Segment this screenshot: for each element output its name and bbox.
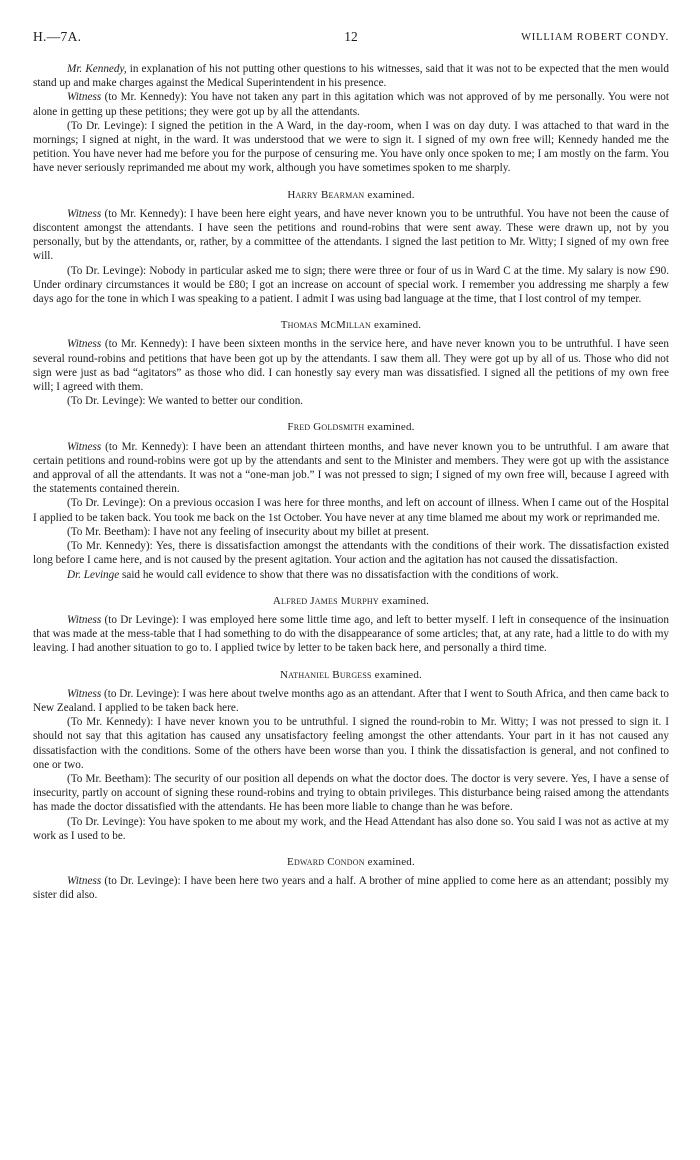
testimony-text: (to Mr. Kennedy): I have been an attendant thirteen months, and have never known you to be untruthful. I am aware that certain petitions and round-robins were got up by the attendants and sent to the Minister and members. They were got up with the assistance and approval of all the attendants. It was not a “one-man job.” I was not pressed to sign; I signed of my own free will, because I agreed with the statements contained therein. <box>33 440 669 496</box>
testimony-paragraph <box>33 539 669 567</box>
witness-header: WILLIAM ROBERT CONDY. <box>521 32 669 43</box>
speaker-label: Witness <box>67 338 102 351</box>
testimony-paragraph <box>33 62 669 90</box>
testimony-text: (to Mr. Kennedy): I have been here eight years, and have never known you to be untruthful. You have not been the cause of discontent amongst the attendants. I have seen the petitions and round-robins that were sent away. These were drawn up, not by you personally, but by the attendants, or, rather, by a committee of the attendants. I signed the last petition to Mr. Witty; I signed of my own free will. <box>33 207 669 263</box>
witness-name <box>287 856 365 868</box>
testimony-text: (To Mr. Beetham): I have not any feeling of insecurity about my billet at present. <box>67 525 430 538</box>
testimony-paragraph <box>33 394 669 408</box>
testimony-paragraph <box>33 772 669 815</box>
witness-heading <box>33 855 669 869</box>
witness-heading <box>33 188 669 202</box>
page-header <box>33 30 669 52</box>
testimony-paragraph <box>33 90 669 118</box>
witness-first-name: Nathaniel <box>280 668 330 681</box>
testimony-text: (to Dr Levinge): I was employed here some little time ago, and left to better myself. I left in consequence of the insinuation that was made at the mess-table that I had something to do with the disappearance of some articles; that, at any rate, had a little to do with my leaving. I had another situation to go to. I applied twice by letter to be taken back here, and personally a third time. <box>33 613 669 655</box>
examined-label: examined. <box>367 855 415 868</box>
witness-heading <box>33 668 669 682</box>
testimony-paragraph <box>33 715 669 772</box>
witness-last-name: Condon <box>327 855 365 868</box>
speaker-label: Witness <box>67 207 102 220</box>
testimony-text: (To Dr. Levinge): We wanted to better our condition. <box>67 395 304 408</box>
witness-last-name: Goldsmith <box>313 421 365 434</box>
testimony-text: (To Dr. Levinge): On a previous occasion I was here for three months, and left on account of illness. When I came out of the Hospital I applied to be taken back. You took me back on the 1st October. You have never at any time blamed me about my work or reprimanded me. <box>33 497 669 524</box>
witness-last-name: McMillan <box>320 319 371 332</box>
speaker-label: Witness <box>67 613 102 626</box>
testimony-paragraph <box>33 264 669 307</box>
witness-last-name: Bearman <box>321 188 365 201</box>
testimony-paragraph <box>33 815 669 843</box>
testimony-text: (To Mr. Beetham): The security of our position all depends on what the doctor does. The doctor is very severe. Yes, I have a sense of insecurity, partly on account of signing these round-robins and trying to obtain privileges. This disturbance being raised among the attendants has made the doctor dissatisfied with the attendants. He has been more liable to change than he was before. <box>33 772 669 814</box>
examined-label: examined. <box>373 319 422 332</box>
testimony-text: (to Mr. Kennedy): You have not taken any part in this agitation which was not approved of by me personally. You were not alone in getting up these petitions; they were got up by all the attendants. <box>33 91 669 118</box>
testimony-text: (to Dr. Levinge): I have been here two years and a half. A brother of mine applied to come here as an attendant; possibly my sister did also. <box>33 875 669 902</box>
testimony-paragraph <box>33 568 669 582</box>
testimony-text: (To Dr. Levinge): Nobody in particular asked me to sign; there were three or four of us in Ward C at the time. My salary is now £90. Under ordinary circumstances it would be £80; I got an increase on account of special work. I remember you addressing me sharply a few days ago for the tone in which I was speaking to a patient. I admit I was using bad language at the time, that I lost control of my temper. <box>33 264 669 306</box>
testimony-text: (To Mr. Kennedy): I have never known you to be untruthful. I signed the round-robin to Mr. Witty; I was not pressed to sign it. I should not say that this agitation has caused any unsatisfactory feeling amongst the other attendants. Your part in it has not caused any dissatisfaction with the conditions. Some of the others have been worse than you. I think the dissatisfaction is general, and not confined to one or two. <box>33 716 669 771</box>
testimony-text: in explanation of his not putting other questions to his witnesses, said that it was not to be expected that the men would stand up and make charges against the Medical Superintendent in his presence. <box>33 63 669 90</box>
examined-label: examined. <box>367 188 415 201</box>
speaker-label: Witness <box>67 440 102 453</box>
witness-heading <box>33 420 669 434</box>
testimony-paragraph <box>33 874 669 902</box>
witness-first-name: Fred <box>287 421 311 434</box>
witness-last-name: Burgess <box>332 668 372 681</box>
speaker-label: Dr. Levinge <box>67 568 120 581</box>
testimony-paragraph <box>33 496 669 524</box>
examined-label: examined. <box>374 668 422 681</box>
page-number: 12 <box>344 29 358 44</box>
testimony-text: (to Dr. Levinge): I was here about twelve months ago as an attendant. After that I went to South Africa, and then came back to New Zealand. I applied to be taken back here. <box>33 687 669 714</box>
witness-first-name: Edward <box>287 855 325 868</box>
document-body <box>33 62 669 903</box>
witness-heading <box>33 318 669 332</box>
witness-first-name: Alfred James <box>272 594 338 607</box>
testimony-paragraph <box>33 337 669 394</box>
speaker-label: Witness <box>67 687 102 700</box>
testimony-text: said he would call evidence to show that there was no dissatisfaction with the conditions of work. <box>119 568 559 581</box>
testimony-paragraph <box>33 119 669 176</box>
witness-name <box>280 669 372 681</box>
testimony-text: (To Mr. Kennedy): Yes, there is dissatisfaction amongst the attendants with the conditions of their work. The dissatisfaction existed long before I came here, and is not caused by the present agitation. Your action and the agitation has not caused the dissatisfaction. <box>33 540 669 567</box>
speaker-label: Mr. Kennedy, <box>67 63 127 75</box>
witness-last-name: Murphy <box>340 594 379 607</box>
testimony-paragraph <box>33 207 669 264</box>
examined-label: examined. <box>381 594 430 607</box>
witness-first-name: Thomas <box>280 319 318 332</box>
witness-name <box>287 421 364 433</box>
witness-heading <box>33 594 669 608</box>
speaker-label: Witness <box>67 91 102 104</box>
testimony-text: (To Dr. Levinge): I signed the petition in the A Ward, in the day-room, when I was on day duty. I was attached to that ward in the mornings; I signed at night, in the ward. It was understood that we were to sign it. I signed of my own free will; Kennedy handed me the petition. You have never had me before you for the purpose of censuring me. You have only once spoken to me; I am mostly on the farm. You have never seriously reprimanded me about my work, although you have sometimes spoken to me sharply. <box>33 119 669 175</box>
witness-first-name: Harry <box>287 188 319 201</box>
testimony-paragraph <box>33 687 669 715</box>
witness-name <box>287 189 364 201</box>
witness-name <box>273 595 379 607</box>
testimony-text: (to Mr. Kennedy): I have been sixteen months in the service here, and have never known you to be untruthful. I have seen several round-robins and petitions that have been got up by the attendants. I saw them all. They were got up by all of us. Those who did not sign were just as bad “agitators” as those who did. I can honestly say every man was dissatisfied. I signed all the petitions of my own free will; I agreed with them. <box>33 338 669 394</box>
testimony-paragraph <box>33 525 669 539</box>
testimony-paragraph <box>33 440 669 497</box>
examined-label: examined. <box>367 421 415 434</box>
testimony-paragraph <box>33 613 669 656</box>
paper-reference: H.—7A. <box>33 29 82 44</box>
witness-name <box>281 319 371 331</box>
testimony-text: (To Dr. Levinge): You have spoken to me about my work, and the Head Attendant has also done so. You said I was not as active at my work as I used to be. <box>33 815 669 842</box>
speaker-label: Witness <box>67 875 102 888</box>
